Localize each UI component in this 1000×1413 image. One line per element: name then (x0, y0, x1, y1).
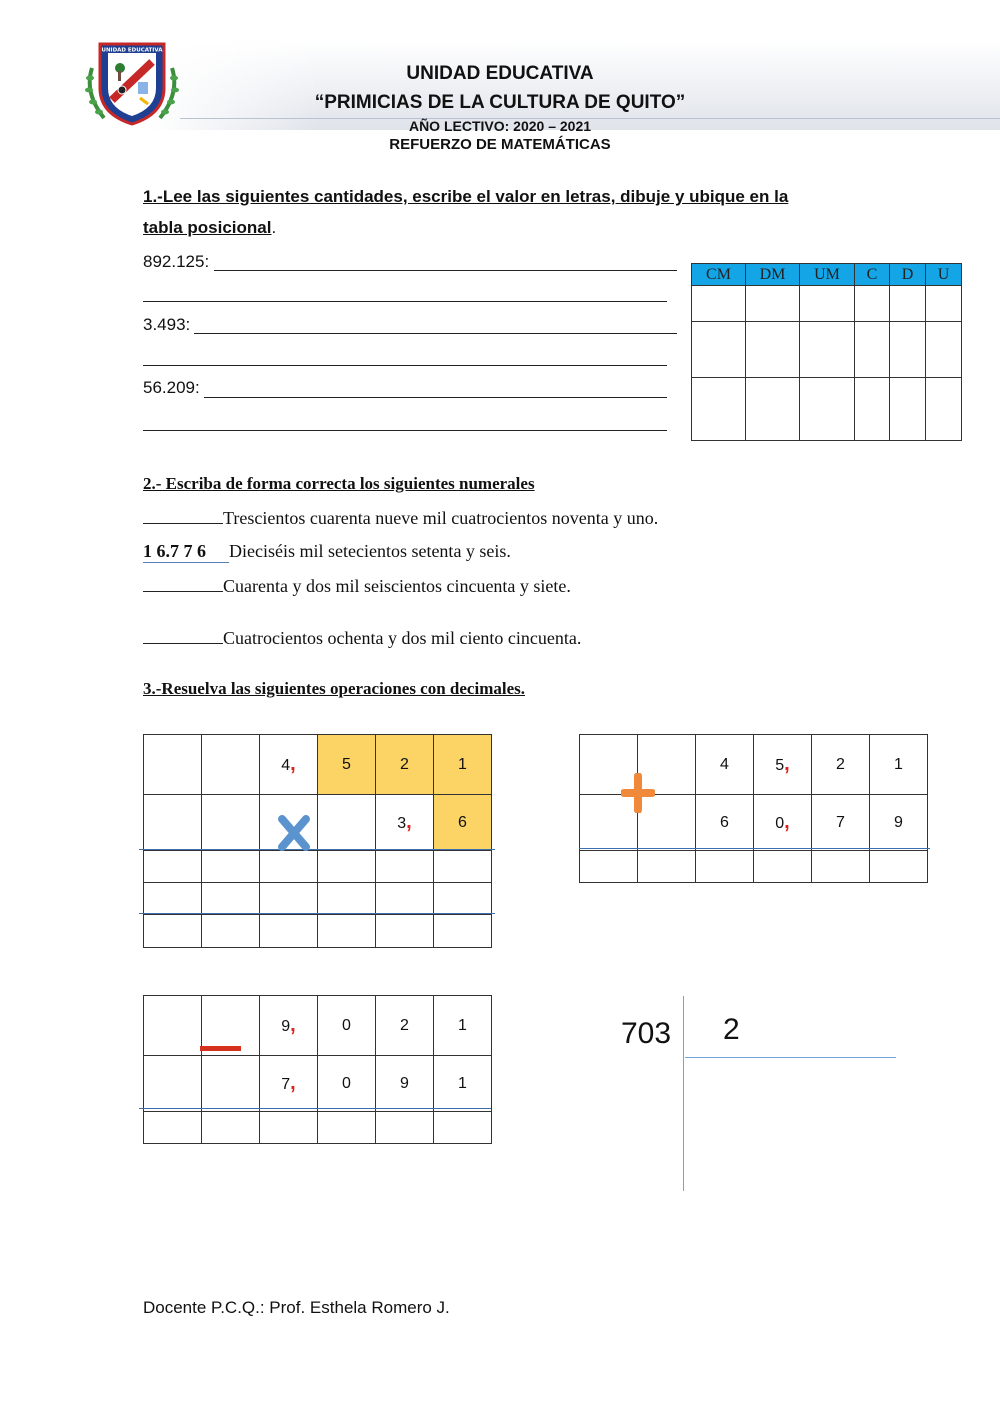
subject-title: REFUERZO DE MATEMÁTICAS (389, 136, 611, 153)
minus-icon (200, 1046, 241, 1051)
grid-cell[interactable] (202, 1056, 260, 1112)
item-892125-label: 892.125: (143, 252, 210, 271)
grid-cell[interactable] (260, 1112, 318, 1144)
grid-cell[interactable] (202, 1112, 260, 1144)
grid-cell[interactable]: 0 (318, 996, 376, 1056)
grid-digit: 5 (775, 757, 785, 774)
logo-text: UNIDAD EDUCATIVA (101, 47, 163, 54)
multiplication-grid (143, 734, 492, 948)
plus-icon (621, 773, 655, 813)
pv-cell[interactable] (890, 322, 926, 378)
pv-cell[interactable] (926, 286, 962, 322)
pv-cell[interactable] (746, 286, 800, 322)
numeral-answer-blank[interactable] (143, 507, 223, 524)
result-line (139, 1108, 491, 1109)
pv-header-cm: CM (692, 264, 746, 286)
grid-cell[interactable] (870, 851, 928, 883)
grid-digit: 0 (775, 815, 785, 832)
grid-cell[interactable] (376, 795, 434, 851)
decimal-comma: , (784, 811, 790, 833)
grid-cell[interactable] (318, 915, 376, 948)
answer-line[interactable] (143, 301, 667, 302)
grid-cell[interactable] (754, 851, 812, 883)
grid-cell[interactable] (812, 851, 870, 883)
numeral-answer-filled[interactable]: 1 6.7 7 6 (143, 541, 229, 563)
division-horizontal-line (685, 1057, 896, 1058)
answer-line[interactable] (143, 430, 667, 431)
pv-cell[interactable] (800, 378, 855, 441)
pv-cell[interactable] (746, 322, 800, 378)
school-type: UNIDAD EDUCATIVA (406, 63, 594, 84)
numeral-line-4 (143, 627, 581, 649)
grid-cell[interactable] (318, 795, 376, 851)
answer-line[interactable] (204, 397, 667, 398)
pv-header-um: UM (800, 264, 855, 286)
header-band (150, 40, 1000, 130)
answer-line[interactable] (194, 333, 677, 334)
section3-title: 3.-Resuelva las siguientes operaciones con decimales. (143, 679, 525, 698)
grid-cell-highlighted[interactable]: 6 (434, 795, 492, 851)
grid-cell[interactable]: 9 (376, 1056, 434, 1112)
result-line (139, 849, 495, 850)
place-value-table (691, 263, 962, 441)
grid-cell[interactable]: 6 (696, 795, 754, 851)
school-name: “PRIMICIAS DE LA CULTURA DE QUITO” (314, 92, 686, 113)
pv-cell[interactable] (890, 286, 926, 322)
grid-cell[interactable] (144, 735, 202, 795)
grid-cell[interactable]: 1 (870, 735, 928, 795)
teacher-signature: Docente P.C.Q.: Prof. Esthela Romero J. (143, 1298, 450, 1317)
grid-cell[interactable] (318, 1112, 376, 1144)
grid-cell[interactable] (144, 1056, 202, 1112)
times-icon (278, 815, 310, 851)
pv-cell[interactable] (692, 286, 746, 322)
grid-cell[interactable] (376, 1112, 434, 1144)
numeral-answer-blank[interactable] (143, 627, 223, 644)
pv-cell[interactable] (746, 378, 800, 441)
pv-cell[interactable] (800, 322, 855, 378)
grid-cell[interactable]: 1 (434, 996, 492, 1056)
grid-cell[interactable]: 2 (812, 735, 870, 795)
grid-cell[interactable]: 9 (870, 795, 928, 851)
grid-cell[interactable]: 2 (376, 996, 434, 1056)
school-year: AÑO LECTIVO: 2020 – 2021 (408, 118, 592, 134)
section1-title-period: . (271, 218, 277, 237)
grid-digit: 4 (281, 757, 291, 774)
grid-cell[interactable] (202, 795, 260, 851)
grid-digit: 7 (281, 1076, 291, 1093)
pv-cell[interactable] (855, 378, 890, 441)
section1-title-line2 (143, 218, 276, 238)
numeral-line-1 (143, 507, 658, 529)
grid-cell[interactable] (434, 1112, 492, 1144)
grid-cell-highlighted[interactable]: 2 (376, 735, 434, 795)
numeral-text: Trescientos cuarenta nueve mil cuatrocientos noventa y uno. (223, 508, 659, 528)
grid-cell[interactable]: 4 (696, 735, 754, 795)
grid-digit: 9 (281, 1018, 291, 1035)
subtraction-grid (143, 995, 492, 1144)
pv-cell[interactable] (800, 286, 855, 322)
grid-cell[interactable]: 0 (318, 1056, 376, 1112)
decimal-comma: , (406, 811, 412, 833)
grid-cell[interactable] (202, 851, 260, 883)
section2-title: 2.- Escriba de forma correcta los siguientes numerales (143, 474, 535, 493)
grid-cell[interactable]: 7 (812, 795, 870, 851)
grid-cell[interactable] (638, 851, 696, 883)
grid-cell[interactable] (318, 851, 376, 883)
numeral-answer-blank[interactable] (143, 575, 223, 592)
grid-digit: 3 (397, 815, 407, 832)
pv-header-c: C (855, 264, 890, 286)
section1-title-line1: 1.-Lee las siguientes cantidades, escribe el valor en letras, dibuje y ubique en la (143, 187, 789, 206)
decimal-comma: , (784, 753, 790, 775)
result-line (139, 913, 495, 914)
pv-cell[interactable] (692, 378, 746, 441)
section1-title-underlined: tabla posicional (143, 218, 272, 237)
grid-cell[interactable] (260, 735, 318, 795)
pv-cell[interactable] (926, 378, 962, 441)
grid-cell[interactable] (144, 1112, 202, 1144)
grid-cell[interactable] (434, 883, 492, 915)
grid-cell[interactable] (754, 735, 812, 795)
grid-cell[interactable] (260, 1056, 318, 1112)
grid-cell[interactable] (144, 996, 202, 1056)
grid-cell-highlighted[interactable]: 5 (318, 735, 376, 795)
pv-cell[interactable] (855, 286, 890, 322)
division-vertical-line (683, 996, 684, 1191)
grid-cell[interactable] (318, 883, 376, 915)
grid-cell[interactable] (376, 851, 434, 883)
pv-header-u: U (926, 264, 962, 286)
grid-cell[interactable] (434, 915, 492, 948)
division-divisor: 2 (723, 1013, 740, 1046)
decimal-comma: , (290, 1072, 296, 1094)
pv-cell[interactable] (890, 378, 926, 441)
grid-cell[interactable] (144, 795, 202, 851)
grid-cell[interactable] (754, 795, 812, 851)
answer-line[interactable] (214, 270, 677, 271)
item-3493-label: 3.493: (143, 315, 191, 334)
grid-cell[interactable] (376, 915, 434, 948)
pv-header-d: D (890, 264, 926, 286)
answer-line[interactable] (143, 365, 667, 366)
numeral-text: Dieciséis mil setecientos setenta y seis. (229, 541, 511, 561)
grid-cell[interactable] (202, 915, 260, 948)
grid-cell[interactable] (376, 883, 434, 915)
grid-cell[interactable] (202, 735, 260, 795)
result-line (579, 848, 930, 849)
pv-cell[interactable] (926, 322, 962, 378)
grid-cell[interactable] (144, 851, 202, 883)
grid-cell[interactable] (260, 851, 318, 883)
grid-cell[interactable] (580, 851, 638, 883)
grid-cell[interactable] (260, 883, 318, 915)
grid-cell-highlighted[interactable]: 1 (434, 735, 492, 795)
item-56209-label: 56.209: (143, 378, 200, 397)
grid-cell[interactable] (202, 883, 260, 915)
grid-cell[interactable] (260, 915, 318, 948)
grid-cell[interactable] (434, 851, 492, 883)
numeral-line-3 (143, 575, 571, 597)
numeral-line-2 (143, 541, 511, 563)
pv-header-dm: DM (746, 264, 800, 286)
numeral-text: Cuatrocientos ochenta y dos mil ciento cincuenta. (223, 628, 582, 648)
pv-cell[interactable] (855, 322, 890, 378)
grid-cell[interactable] (144, 883, 202, 915)
grid-cell[interactable]: 1 (434, 1056, 492, 1112)
decimal-comma: , (290, 753, 296, 775)
grid-cell[interactable] (260, 996, 318, 1056)
grid-cell[interactable] (696, 851, 754, 883)
division-dividend: 703 (621, 1017, 672, 1050)
pv-cell[interactable] (692, 322, 746, 378)
grid-cell[interactable] (144, 915, 202, 948)
decimal-comma: , (290, 1014, 296, 1036)
numeral-text: Cuarenta y dos mil seiscientos cincuenta y siete. (223, 576, 571, 596)
